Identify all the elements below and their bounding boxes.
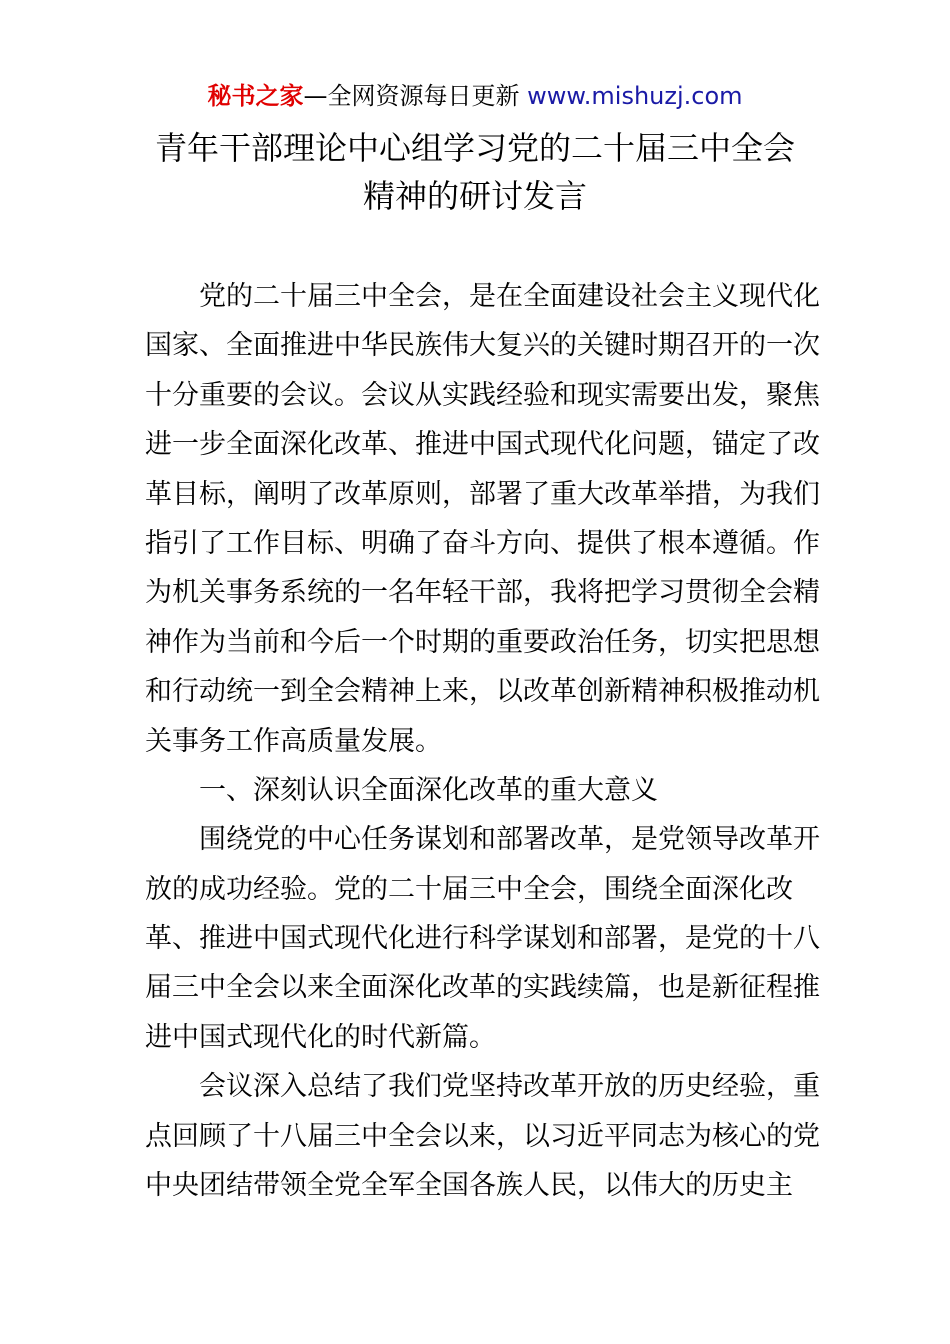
body-line: 围绕党的中心任务谋划和部署改革，是党领导改革开 [199, 824, 820, 856]
body-line: 点回顾了十八届三中全会以来，以习近平同志为核心的党 [145, 1120, 820, 1152]
site-brand: 秘书之家 [207, 82, 304, 110]
document-title [0, 124, 950, 220]
site-tagline: —全网资源每日更新 [303, 82, 528, 110]
section-heading: 一、深刻认识全面深化改革的重大意义 [199, 774, 658, 806]
body-line: 放的成功经验。党的二十届三中全会，围绕全面深化改 [145, 873, 793, 905]
body-line: 进中国式现代化的时代新篇。 [145, 1021, 496, 1053]
body-line: 和行动统一到全会精神上来，以改革创新精神积极推动机 [145, 676, 820, 708]
title-line-1: 青年干部理论中心组学习党的二十届三中全会 [154, 129, 795, 167]
site-header [0, 80, 950, 112]
body-line: 党的二十届三中全会，是在全面建设社会主义现代化 [199, 281, 820, 312]
body-line: 中央团结带领全党全军全国各族人民，以伟大的历史主 [145, 1170, 793, 1202]
body-line: 会议深入总结了我们党坚持改革开放的历史经验，重 [199, 1071, 820, 1103]
document-body [145, 272, 820, 1210]
body-line: 国家、全面推进中华民族伟大复兴的关键时期召开的一次 [145, 330, 820, 362]
title-line-2: 精神的研讨发言 [362, 177, 587, 215]
body-line: 进一步全面深化改革、推进中国式现代化问题，锚定了改 [145, 429, 820, 461]
body-line: 神作为当前和今后一个时期的重要政治任务，切实把思想 [145, 626, 820, 658]
body-line: 十分重要的会议。会议从实践经验和现实需要出发，聚焦 [145, 379, 820, 411]
body-line: 革、推进中国式现代化进行科学谋划和部署，是党的十八 [145, 923, 820, 955]
body-line: 为机关事务系统的一名年轻干部，我将把学习贯彻全会精 [145, 577, 820, 609]
body-line: 革目标，阐明了改革原则，部署了重大改革举措，为我们 [145, 478, 820, 510]
body-line: 届三中全会以来全面深化改革的实践续篇，也是新征程推 [145, 972, 820, 1004]
body-line: 指引了工作目标、明确了奋斗方向、提供了根本遵循。作 [145, 527, 820, 559]
body-line: 关事务工作高质量发展。 [145, 725, 442, 757]
site-url-link[interactable]: www.mishuzj.com [527, 82, 743, 110]
